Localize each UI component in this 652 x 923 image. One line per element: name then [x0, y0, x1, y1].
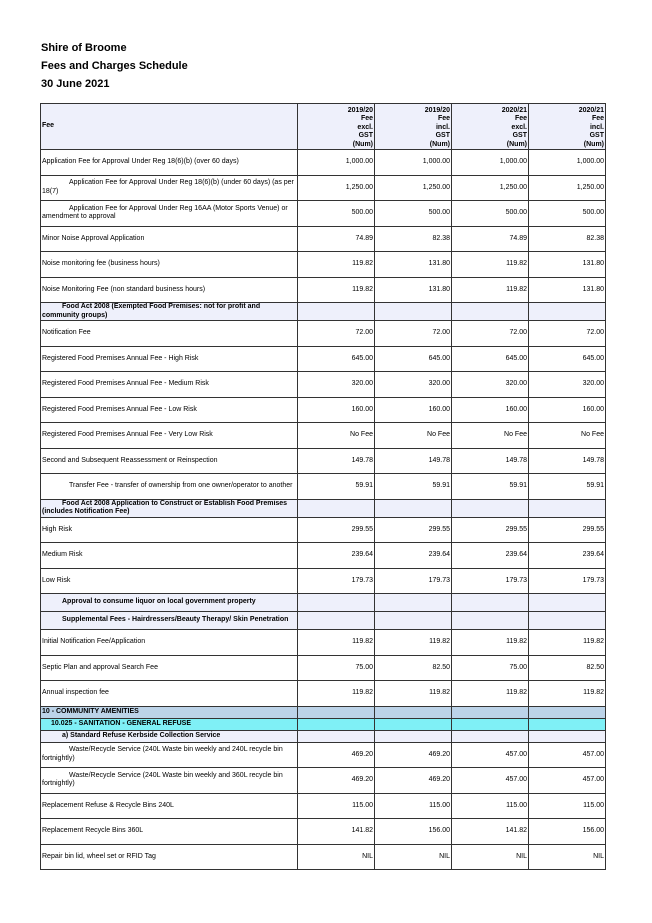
- table-row: [41, 819, 606, 845]
- fee-value: 457.00: [452, 742, 529, 768]
- fee-column-header: Fee: [41, 104, 298, 150]
- fees-table: [40, 103, 606, 870]
- fee-value: 72.00: [452, 321, 529, 347]
- empty-cell: [452, 730, 529, 742]
- empty-cell: [375, 594, 452, 612]
- fee-value: 645.00: [529, 346, 606, 372]
- fee-value: 119.82: [298, 630, 375, 656]
- empty-cell: [452, 718, 529, 730]
- fee-value: 1,250.00: [529, 175, 606, 201]
- section-heading: a) Standard Refuse Kerbside Collection Service: [41, 730, 298, 742]
- fee-description: Application Fee for Approval Under Reg 18(6)(b) (over 60 days): [41, 150, 298, 176]
- document-date: 30 June 2021: [41, 78, 110, 90]
- fee-value: 1,000.00: [375, 150, 452, 176]
- fee-value: 1,000.00: [452, 150, 529, 176]
- fee-description: Septic Plan and approval Search Fee: [41, 655, 298, 681]
- fee-value: NIL: [375, 844, 452, 870]
- fee-value: 131.80: [529, 252, 606, 278]
- fee-value: 239.64: [452, 543, 529, 569]
- table-row: [41, 543, 606, 569]
- fee-value: 320.00: [529, 372, 606, 398]
- section-heading-row: [41, 612, 606, 630]
- subcategory-row: [41, 718, 606, 730]
- section-heading-row: [41, 594, 606, 612]
- fee-value: 500.00: [375, 201, 452, 227]
- table-row: [41, 346, 606, 372]
- fee-value: No Fee: [529, 423, 606, 449]
- fee-value: 115.00: [298, 793, 375, 819]
- table-row: [41, 175, 606, 201]
- fee-description: Low Risk: [41, 568, 298, 594]
- fee-value: 239.64: [375, 543, 452, 569]
- fee-description: Replacement Recycle Bins 360L: [41, 819, 298, 845]
- fee-value: No Fee: [375, 423, 452, 449]
- empty-cell: [298, 303, 375, 321]
- empty-cell: [529, 303, 606, 321]
- table-row: [41, 397, 606, 423]
- table-row: [41, 844, 606, 870]
- section-heading: Approval to consume liquor on local government property: [41, 594, 298, 612]
- fee-value: 131.80: [529, 277, 606, 303]
- section-heading-row: [41, 730, 606, 742]
- fee-value: 119.82: [452, 277, 529, 303]
- fee-description: Repair bin lid, wheel set or RFID Tag: [41, 844, 298, 870]
- fee-description: Waste/Recycle Service (240L Waste bin weekly and 240L recycle bin fortnightly): [41, 742, 298, 768]
- fee-value: 1,250.00: [375, 175, 452, 201]
- fee-value: 119.82: [529, 630, 606, 656]
- empty-cell: [452, 303, 529, 321]
- fee-value: 131.80: [375, 252, 452, 278]
- organisation-name: Shire of Broome: [41, 42, 127, 54]
- fee-description: Annual inspection fee: [41, 681, 298, 707]
- fee-value: 160.00: [375, 397, 452, 423]
- empty-cell: [298, 718, 375, 730]
- empty-cell: [298, 706, 375, 718]
- category-row: [41, 706, 606, 718]
- fee-value: 115.00: [375, 793, 452, 819]
- table-row: [41, 793, 606, 819]
- fee-value: 179.73: [298, 568, 375, 594]
- fee-description: Initial Notification Fee/Application: [41, 630, 298, 656]
- fee-2019-20-excl-gst-header: 2019/20 Fee excl. GST (Num): [298, 104, 375, 150]
- table-row: [41, 517, 606, 543]
- fee-value: 1,250.00: [452, 175, 529, 201]
- fee-value: 156.00: [529, 819, 606, 845]
- empty-cell: [375, 706, 452, 718]
- fee-value: 457.00: [452, 768, 529, 794]
- fee-value: 179.73: [452, 568, 529, 594]
- fee-value: 457.00: [529, 768, 606, 794]
- document-title: Fees and Charges Schedule: [41, 60, 188, 72]
- fee-description: Registered Food Premises Annual Fee - Very Low Risk: [41, 423, 298, 449]
- empty-cell: [452, 612, 529, 630]
- fee-value: NIL: [529, 844, 606, 870]
- empty-cell: [452, 706, 529, 718]
- fee-value: 82.50: [529, 655, 606, 681]
- fee-value: 119.82: [298, 277, 375, 303]
- fee-2020-21-incl-gst-header: 2020/21 Fee incl. GST (Num): [529, 104, 606, 150]
- fee-value: 119.82: [298, 252, 375, 278]
- fee-value: 119.82: [452, 252, 529, 278]
- fee-value: 115.00: [452, 793, 529, 819]
- fee-value: 119.82: [375, 630, 452, 656]
- fee-2019-20-incl-gst-header: 2019/20 Fee incl. GST (Num): [375, 104, 452, 150]
- empty-cell: [298, 612, 375, 630]
- empty-cell: [375, 718, 452, 730]
- fee-description: Noise monitoring fee (business hours): [41, 252, 298, 278]
- table-row: [41, 448, 606, 474]
- fee-value: 1,000.00: [529, 150, 606, 176]
- fee-value: 119.82: [452, 630, 529, 656]
- fee-value: 239.64: [529, 543, 606, 569]
- fee-value: 1,000.00: [298, 150, 375, 176]
- fee-description: Minor Noise Approval Application: [41, 226, 298, 252]
- section-heading-row: [41, 303, 606, 321]
- fee-value: 320.00: [375, 372, 452, 398]
- fee-value: 299.55: [452, 517, 529, 543]
- fee-2020-21-excl-gst-header: 2020/21 Fee excl. GST (Num): [452, 104, 529, 150]
- fee-value: 74.89: [452, 226, 529, 252]
- fee-value: 500.00: [529, 201, 606, 227]
- fee-value: 119.82: [375, 681, 452, 707]
- fee-description: Noise Monitoring Fee (non standard business hours): [41, 277, 298, 303]
- table-row: [41, 321, 606, 347]
- table-row: [41, 201, 606, 227]
- section-heading: Supplemental Fees - Hairdressers/Beauty Therapy/ Skin Penetration: [41, 612, 298, 630]
- table-row: [41, 423, 606, 449]
- section-heading: Food Act 2008 (Exempted Food Premises: not for profit and community groups): [41, 303, 298, 321]
- fee-value: 239.64: [298, 543, 375, 569]
- fee-value: 82.38: [375, 226, 452, 252]
- fee-value: 82.38: [529, 226, 606, 252]
- fee-description: Medium Risk: [41, 543, 298, 569]
- fee-value: 72.00: [375, 321, 452, 347]
- empty-cell: [375, 612, 452, 630]
- fee-value: 320.00: [298, 372, 375, 398]
- fee-value: 74.89: [298, 226, 375, 252]
- fee-value: 299.55: [298, 517, 375, 543]
- fee-value: 457.00: [529, 742, 606, 768]
- fee-description: Transfer Fee - transfer of ownership from one owner/operator to another: [41, 474, 298, 500]
- fee-value: 320.00: [452, 372, 529, 398]
- fee-value: 149.78: [298, 448, 375, 474]
- fee-value: 645.00: [375, 346, 452, 372]
- fee-value: 119.82: [452, 681, 529, 707]
- fee-value: 72.00: [529, 321, 606, 347]
- table-row: [41, 630, 606, 656]
- subcategory-heading: 10.025 - SANITATION - GENERAL REFUSE: [41, 718, 298, 730]
- fee-value: 59.91: [298, 474, 375, 500]
- fee-value: 149.78: [529, 448, 606, 474]
- fee-value: NIL: [298, 844, 375, 870]
- table-row: [41, 277, 606, 303]
- empty-cell: [298, 730, 375, 742]
- fee-value: 179.73: [529, 568, 606, 594]
- fee-value: 500.00: [298, 201, 375, 227]
- table-header-row: [41, 104, 606, 150]
- fee-description: Registered Food Premises Annual Fee - Medium Risk: [41, 372, 298, 398]
- fee-value: 72.00: [298, 321, 375, 347]
- fee-value: 59.91: [452, 474, 529, 500]
- fee-value: 469.20: [298, 768, 375, 794]
- empty-cell: [298, 594, 375, 612]
- fee-value: 82.50: [375, 655, 452, 681]
- table-row: [41, 150, 606, 176]
- category-heading: 10 - COMMUNITY AMENITIES: [41, 706, 298, 718]
- empty-cell: [375, 730, 452, 742]
- fee-value: 500.00: [452, 201, 529, 227]
- table-row: [41, 372, 606, 398]
- fee-description: Second and Subsequent Reassessment or Reinspection: [41, 448, 298, 474]
- fee-description: Registered Food Premises Annual Fee - Low Risk: [41, 397, 298, 423]
- fee-value: 119.82: [529, 681, 606, 707]
- fee-description: Replacement Refuse & Recycle Bins 240L: [41, 793, 298, 819]
- fee-description: Waste/Recycle Service (240L Waste bin weekly and 360L recycle bin fortnightly): [41, 768, 298, 794]
- section-heading-row: [41, 499, 606, 517]
- fee-value: 469.20: [298, 742, 375, 768]
- fee-value: No Fee: [298, 423, 375, 449]
- fee-value: 119.82: [298, 681, 375, 707]
- table-row: [41, 474, 606, 500]
- empty-cell: [529, 499, 606, 517]
- empty-cell: [529, 706, 606, 718]
- empty-cell: [298, 499, 375, 517]
- table-row: [41, 742, 606, 768]
- section-heading: Food Act 2008 Application to Construct or Establish Food Premises (includes Notification Fee): [41, 499, 298, 517]
- fee-description: Notification Fee: [41, 321, 298, 347]
- fee-description: High Risk: [41, 517, 298, 543]
- fee-value: 59.91: [375, 474, 452, 500]
- fee-value: NIL: [452, 844, 529, 870]
- empty-cell: [375, 303, 452, 321]
- empty-cell: [529, 612, 606, 630]
- fee-value: No Fee: [452, 423, 529, 449]
- empty-cell: [452, 499, 529, 517]
- table-row: [41, 226, 606, 252]
- table-row: [41, 252, 606, 278]
- table-row: [41, 681, 606, 707]
- fee-value: 645.00: [298, 346, 375, 372]
- fee-value: 149.78: [375, 448, 452, 474]
- fee-description: Registered Food Premises Annual Fee - High Risk: [41, 346, 298, 372]
- empty-cell: [529, 730, 606, 742]
- fee-value: 299.55: [375, 517, 452, 543]
- empty-cell: [452, 594, 529, 612]
- empty-cell: [529, 594, 606, 612]
- empty-cell: [375, 499, 452, 517]
- fee-value: 131.80: [375, 277, 452, 303]
- fee-value: 59.91: [529, 474, 606, 500]
- fee-value: 469.20: [375, 742, 452, 768]
- fee-value: 75.00: [298, 655, 375, 681]
- fee-value: 645.00: [452, 346, 529, 372]
- fee-value: 160.00: [529, 397, 606, 423]
- fee-value: 141.82: [452, 819, 529, 845]
- fee-value: 469.20: [375, 768, 452, 794]
- empty-cell: [529, 718, 606, 730]
- fee-value: 160.00: [452, 397, 529, 423]
- table-row: [41, 768, 606, 794]
- fee-description: Application Fee for Approval Under Reg 16AA (Motor Sports Venue) or amendment to approval: [41, 201, 298, 227]
- fee-value: 115.00: [529, 793, 606, 819]
- fee-value: 149.78: [452, 448, 529, 474]
- fee-value: 156.00: [375, 819, 452, 845]
- table-row: [41, 655, 606, 681]
- fee-value: 75.00: [452, 655, 529, 681]
- fee-value: 160.00: [298, 397, 375, 423]
- fee-value: 1,250.00: [298, 175, 375, 201]
- table-row: [41, 568, 606, 594]
- fee-description: Application Fee for Approval Under Reg 18(6)(b) (under 60 days) (as per 18(7): [41, 175, 298, 201]
- fee-value: 299.55: [529, 517, 606, 543]
- fee-value: 141.82: [298, 819, 375, 845]
- fee-value: 179.73: [375, 568, 452, 594]
